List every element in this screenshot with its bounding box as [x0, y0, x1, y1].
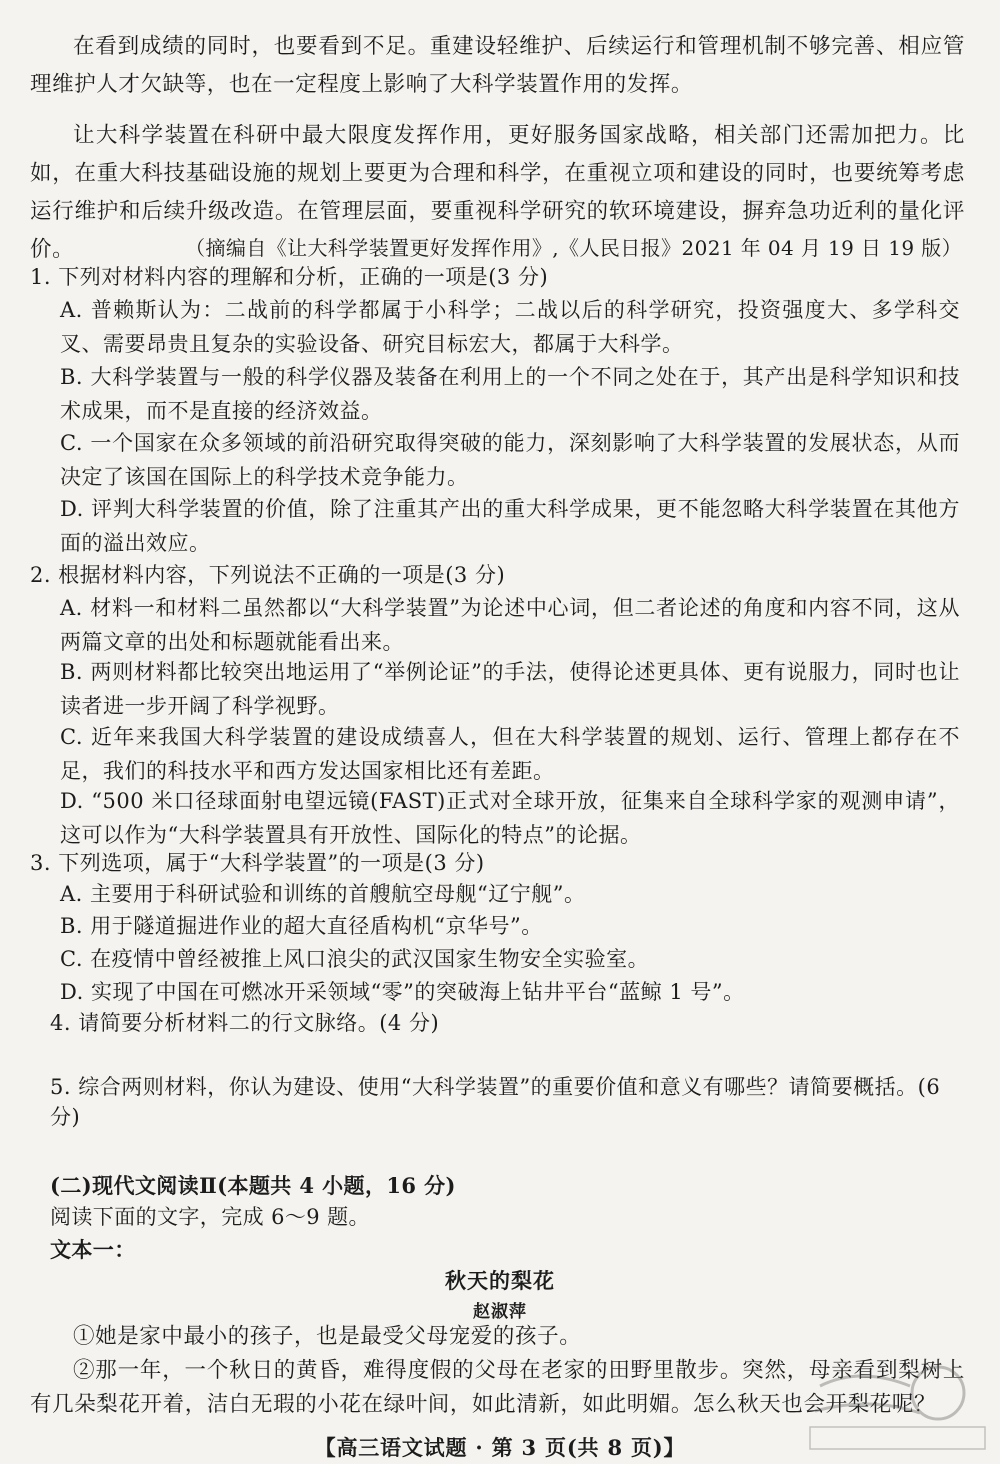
answer-option: B. 两则材料都比较突出地运用了“举例论证”的手法，使得论述更具体、更有说服力，同时也让读者进一步开阔了科学视野。: [60, 660, 960, 718]
answer-option: C. 一个国家在众多领域的前沿研究取得突破的能力，深刻影响了大科学装置的发展状态，从而决定了该国在国际上的科学技术竞争能力。: [60, 431, 960, 489]
section-heading: (二)现代文阅读Ⅱ(本题共 4 小题，16 分): [50, 1173, 456, 1198]
question-stem: 2. 根据材料内容，下列说法不正确的一项是(3 分): [30, 563, 506, 587]
story-title: 秋天的梨花: [445, 1268, 555, 1293]
question-stem: 5. 综合两则材料，你认为建设、使用“大科学装置”的重要价值和意义有哪些？请简要概括。(6 分): [50, 1075, 941, 1129]
watermark-logo: [800, 1361, 990, 1456]
answer-option: D. 实现了中国在可燃冰开采领域“零”的突破海上钻井平台“蓝鲸 1 号”。: [60, 980, 745, 1004]
answer-option: C. 近年来我国大科学装置的建设成绩喜人，但在大科学装置的规划、运行、管理上都存在不足，我们的科技水平和西方发达国家相比还有差距。: [60, 725, 960, 783]
question-stem: 1. 下列对材料内容的理解和分析，正确的一项是(3 分): [30, 265, 549, 289]
passage-source: （摘编自《让大科学装置更好发挥作用》,《人民日报》2021 年 04 月 19 日 19 版）: [185, 236, 962, 260]
story-paragraph: ①她是家中最小的孩子，也是最受父母宠爱的孩子。: [73, 1324, 582, 1349]
answer-option: B. 用于隧道掘进作业的超大直径盾构机“京华号”。: [60, 914, 543, 938]
section-instruction: 阅读下面的文字，完成 6～9 题。: [50, 1205, 370, 1229]
story-author: 赵淑萍: [473, 1302, 527, 1322]
answer-option: A. 材料一和材料二虽然都以“大科学装置”为论述中心词，但二者论述的角度和内容不同，这从两篇文章的出处和标题就能看出来。: [60, 596, 960, 654]
passage-paragraph: 让大科学装置在科研中最大限度发挥作用，更好服务国家战略，相关部门还需加把力。比如，在重大科技基础设施的规划上要更为合理和科学，在重视立项和建设的同时，也要统筹考虑运行维护和后续升级改造。在管理层面，要重视科学研究的软环境建设，摒弃急功近利的量化评价。: [30, 123, 965, 262]
question-stem: 4. 请简要分析材料二的行文脉络。(4 分): [50, 1011, 440, 1035]
answer-option: B. 大科学装置与一般的科学仪器及装备在利用上的一个不同之处在于，其产出是科学知识和技术成果，而不是直接的经济效益。: [60, 365, 960, 423]
passage-paragraph: 在看到成绩的同时，也要看到不足。重建设轻维护、后续运行和管理机制不够完善、相应管理维护人才欠缺等，也在一定程度上影响了大科学装置作用的发挥。: [30, 34, 965, 97]
story-paragraph: ②那一年，一个秋日的黄昏，难得度假的父母在老家的田野里散步。突然，母亲看到梨树上有几朵梨花开着，洁白无瑕的小花在绿叶间，如此清新，如此明媚。怎么秋天也会开梨花呢？: [30, 1358, 965, 1417]
question-stem: 3. 下列选项，属于“大科学装置”的一项是(3 分): [30, 851, 485, 875]
answer-option: A. 主要用于科研试验和训练的首艘航空母舰“辽宁舰”。: [60, 882, 586, 906]
page-footer: 【高三语文试题 · 第 3 页(共 8 页)】: [314, 1435, 686, 1460]
answer-option: D. 评判大科学装置的价值，除了注重其产出的重大科学成果，更不能忽略大科学装置在其他方面的溢出效应。: [60, 497, 960, 555]
text-label: 文本一：: [50, 1237, 136, 1262]
answer-option: A. 普赖斯认为：二战前的科学都属于小科学；二战以后的科学研究，投资强度大、多学科交叉、需要昂贵且复杂的实验设备、研究目标宏大，都属于大科学。: [60, 298, 960, 356]
answer-option: D. “500 米口径球面射电望远镜(FAST)正式对全球开放，征集来自全球科学家的观测申请”，这可以作为“大科学装置具有开放性、国际化的特点”的论据。: [60, 789, 960, 847]
answer-option: C. 在疫情中曾经被推上风口浪尖的武汉国家生物安全实验室。: [60, 947, 650, 971]
